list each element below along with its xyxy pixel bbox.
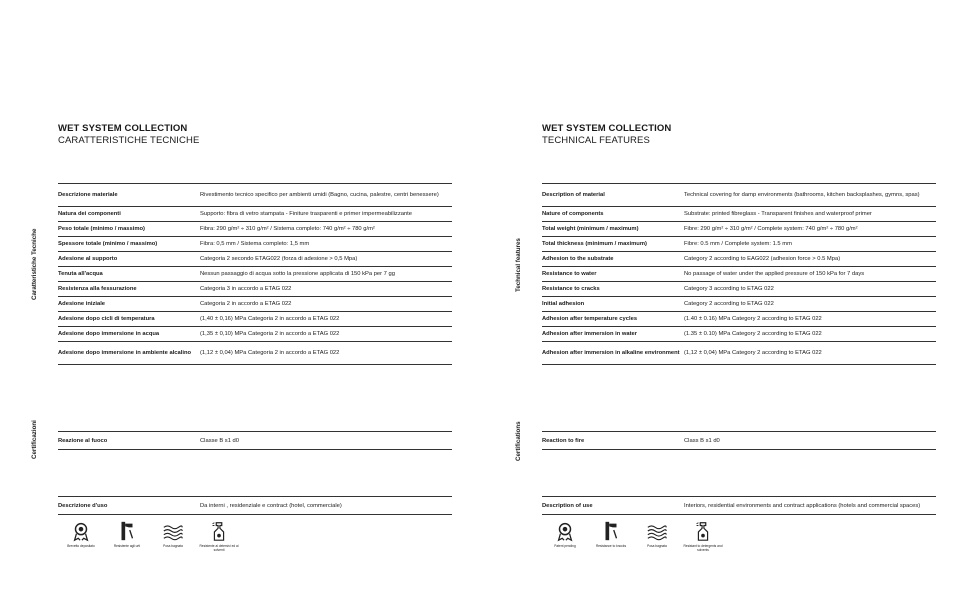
page-title: WET SYSTEM COLLECTION bbox=[542, 123, 672, 134]
table-row: Descrizione materiale Rivestimento tecnico specifico per ambienti umidi (Bagno, cucina, palestre, centri benessere) bbox=[58, 183, 452, 206]
table-row: Resistance to water No passage of water under the applied pressure of 150 kPa for 7 days bbox=[542, 266, 936, 281]
side-label-technical: Technical features bbox=[515, 238, 522, 292]
spray-bottle-icon: Resistant to detergents and solvents bbox=[680, 520, 726, 552]
table-row: Tenuta all'acqua Nessun passaggio di acqua sotto la pressione applicata di 150 kPa per 7 gg bbox=[58, 266, 452, 281]
fire-row: Reazione al fuoco Classe B s1 d0 bbox=[58, 431, 452, 450]
table-row: Adesione dopo immersione in ambiente alcalino (1,12 ± 0,04) MPa Categoria 2 in accordo a ETAG 022 bbox=[58, 341, 452, 365]
table-row: Spessore totale (minimo / massimo) Fibra: 0,5 mm / Sistema completo: 1,5 mm bbox=[58, 236, 452, 251]
hammer-icon: Resistente agli urti bbox=[104, 520, 150, 552]
features-table bbox=[58, 183, 452, 365]
table-row: Adhesion after temperature cycles (1.40 ± 0.16) MPa Category 2 according to ETAG 022 bbox=[542, 311, 936, 326]
features-table bbox=[542, 183, 936, 365]
table-row: Adesione al supporto Categoria 2 secondo ETAG022 (forza di adesione > 0,5 Mpa) bbox=[58, 251, 452, 266]
waves-icon: Posa bagnata bbox=[634, 520, 680, 552]
patent-icon: Patent pending bbox=[542, 520, 588, 552]
side-label-certifications: Certificazioni bbox=[31, 420, 38, 459]
use-row: Description of use Interiors, residential environments and contract applications (hotels and commercial spaces) bbox=[542, 496, 936, 515]
patent-icon: Brevetto depositato bbox=[58, 520, 104, 552]
table-row: Nature of components Substrate: printed fibreglass - Transparent finishes and waterproof primer bbox=[542, 206, 936, 221]
use-row: Descrizione d'uso Da interni , residenziale e contract (hotel, commerciale) bbox=[58, 496, 452, 515]
table-row: Description of material Technical covering for damp environments (bathrooms, kitchen backsplashes, gymns, spas) bbox=[542, 183, 936, 206]
side-label-technical: Caratteristiche Tecniche bbox=[31, 228, 38, 300]
table-row: Adhesion after immersion in water (1.35 ± 0.10) MPa Category 2 according to ETAG 022 bbox=[542, 326, 936, 341]
table-row: Adhesion to the substrate Category 2 according to EAG022 (adhesion force > 0.5 Mpa) bbox=[542, 251, 936, 266]
table-row: Total weight (minimum / maximum) Fibre: 290 g/m² ÷ 310 g/m² / Complete system: 740 g/m² ÷ 780 g/m² bbox=[542, 221, 936, 236]
table-row: Resistenza alla fessurazione Categoria 3 in accordo a ETAG 022 bbox=[58, 281, 452, 296]
table-row: Initial adhesion Category 2 according to ETAG 022 bbox=[542, 296, 936, 311]
waves-icon: Posa bagnata bbox=[150, 520, 196, 552]
page-subtitle: CARATTERISTICHE TECNICHE bbox=[58, 135, 200, 146]
side-label-certifications: Certifications bbox=[515, 421, 522, 461]
table-row: Resistance to cracks Category 3 according to ETAG 022 bbox=[542, 281, 936, 296]
fire-row: Reaction to fire Class B s1 d0 bbox=[542, 431, 936, 450]
page-subtitle: TECHNICAL FEATURES bbox=[542, 135, 650, 146]
table-row: Total thickness (minimum / maximum) Fibre: 0.5 mm / Complete system: 1.5 mm bbox=[542, 236, 936, 251]
table-row: Natura dei componenti Supporto: fibra di vetro stampata - Finiture trasparenti e primer impermeabilizzante bbox=[58, 206, 452, 221]
spray-bottle-icon: Resistente ai detersivi ed ai solventi bbox=[196, 520, 242, 552]
table-row: Peso totale (minimo / massimo) Fibra: 290 g/m² ÷ 310 g/m² / Sistema completo: 740 g/m² ÷ 780 g/m² bbox=[58, 221, 452, 236]
page-title: WET SYSTEM COLLECTION bbox=[58, 123, 188, 134]
icon-strip bbox=[58, 520, 242, 552]
hammer-icon: Resistance to knocks bbox=[588, 520, 634, 552]
icon-strip bbox=[542, 520, 726, 552]
table-row: Adhesion after immersion in alkaline environment (1,12 ± 0,04) MPa Category 2 according to ETAG 022 bbox=[542, 341, 936, 365]
table-row: Adesione iniziale Categoria 2 in accordo a ETAG 022 bbox=[58, 296, 452, 311]
page-english bbox=[484, 0, 968, 613]
table-row: Adesione dopo cicli di temperatura (1,40 ± 0,16) MPa Categoria 2 in accordo a ETAG 022 bbox=[58, 311, 452, 326]
table-row: Adesione dopo immersione in acqua (1,35 ± 0,10) MPa Categoria 2 in accordo a ETAG 022 bbox=[58, 326, 452, 341]
